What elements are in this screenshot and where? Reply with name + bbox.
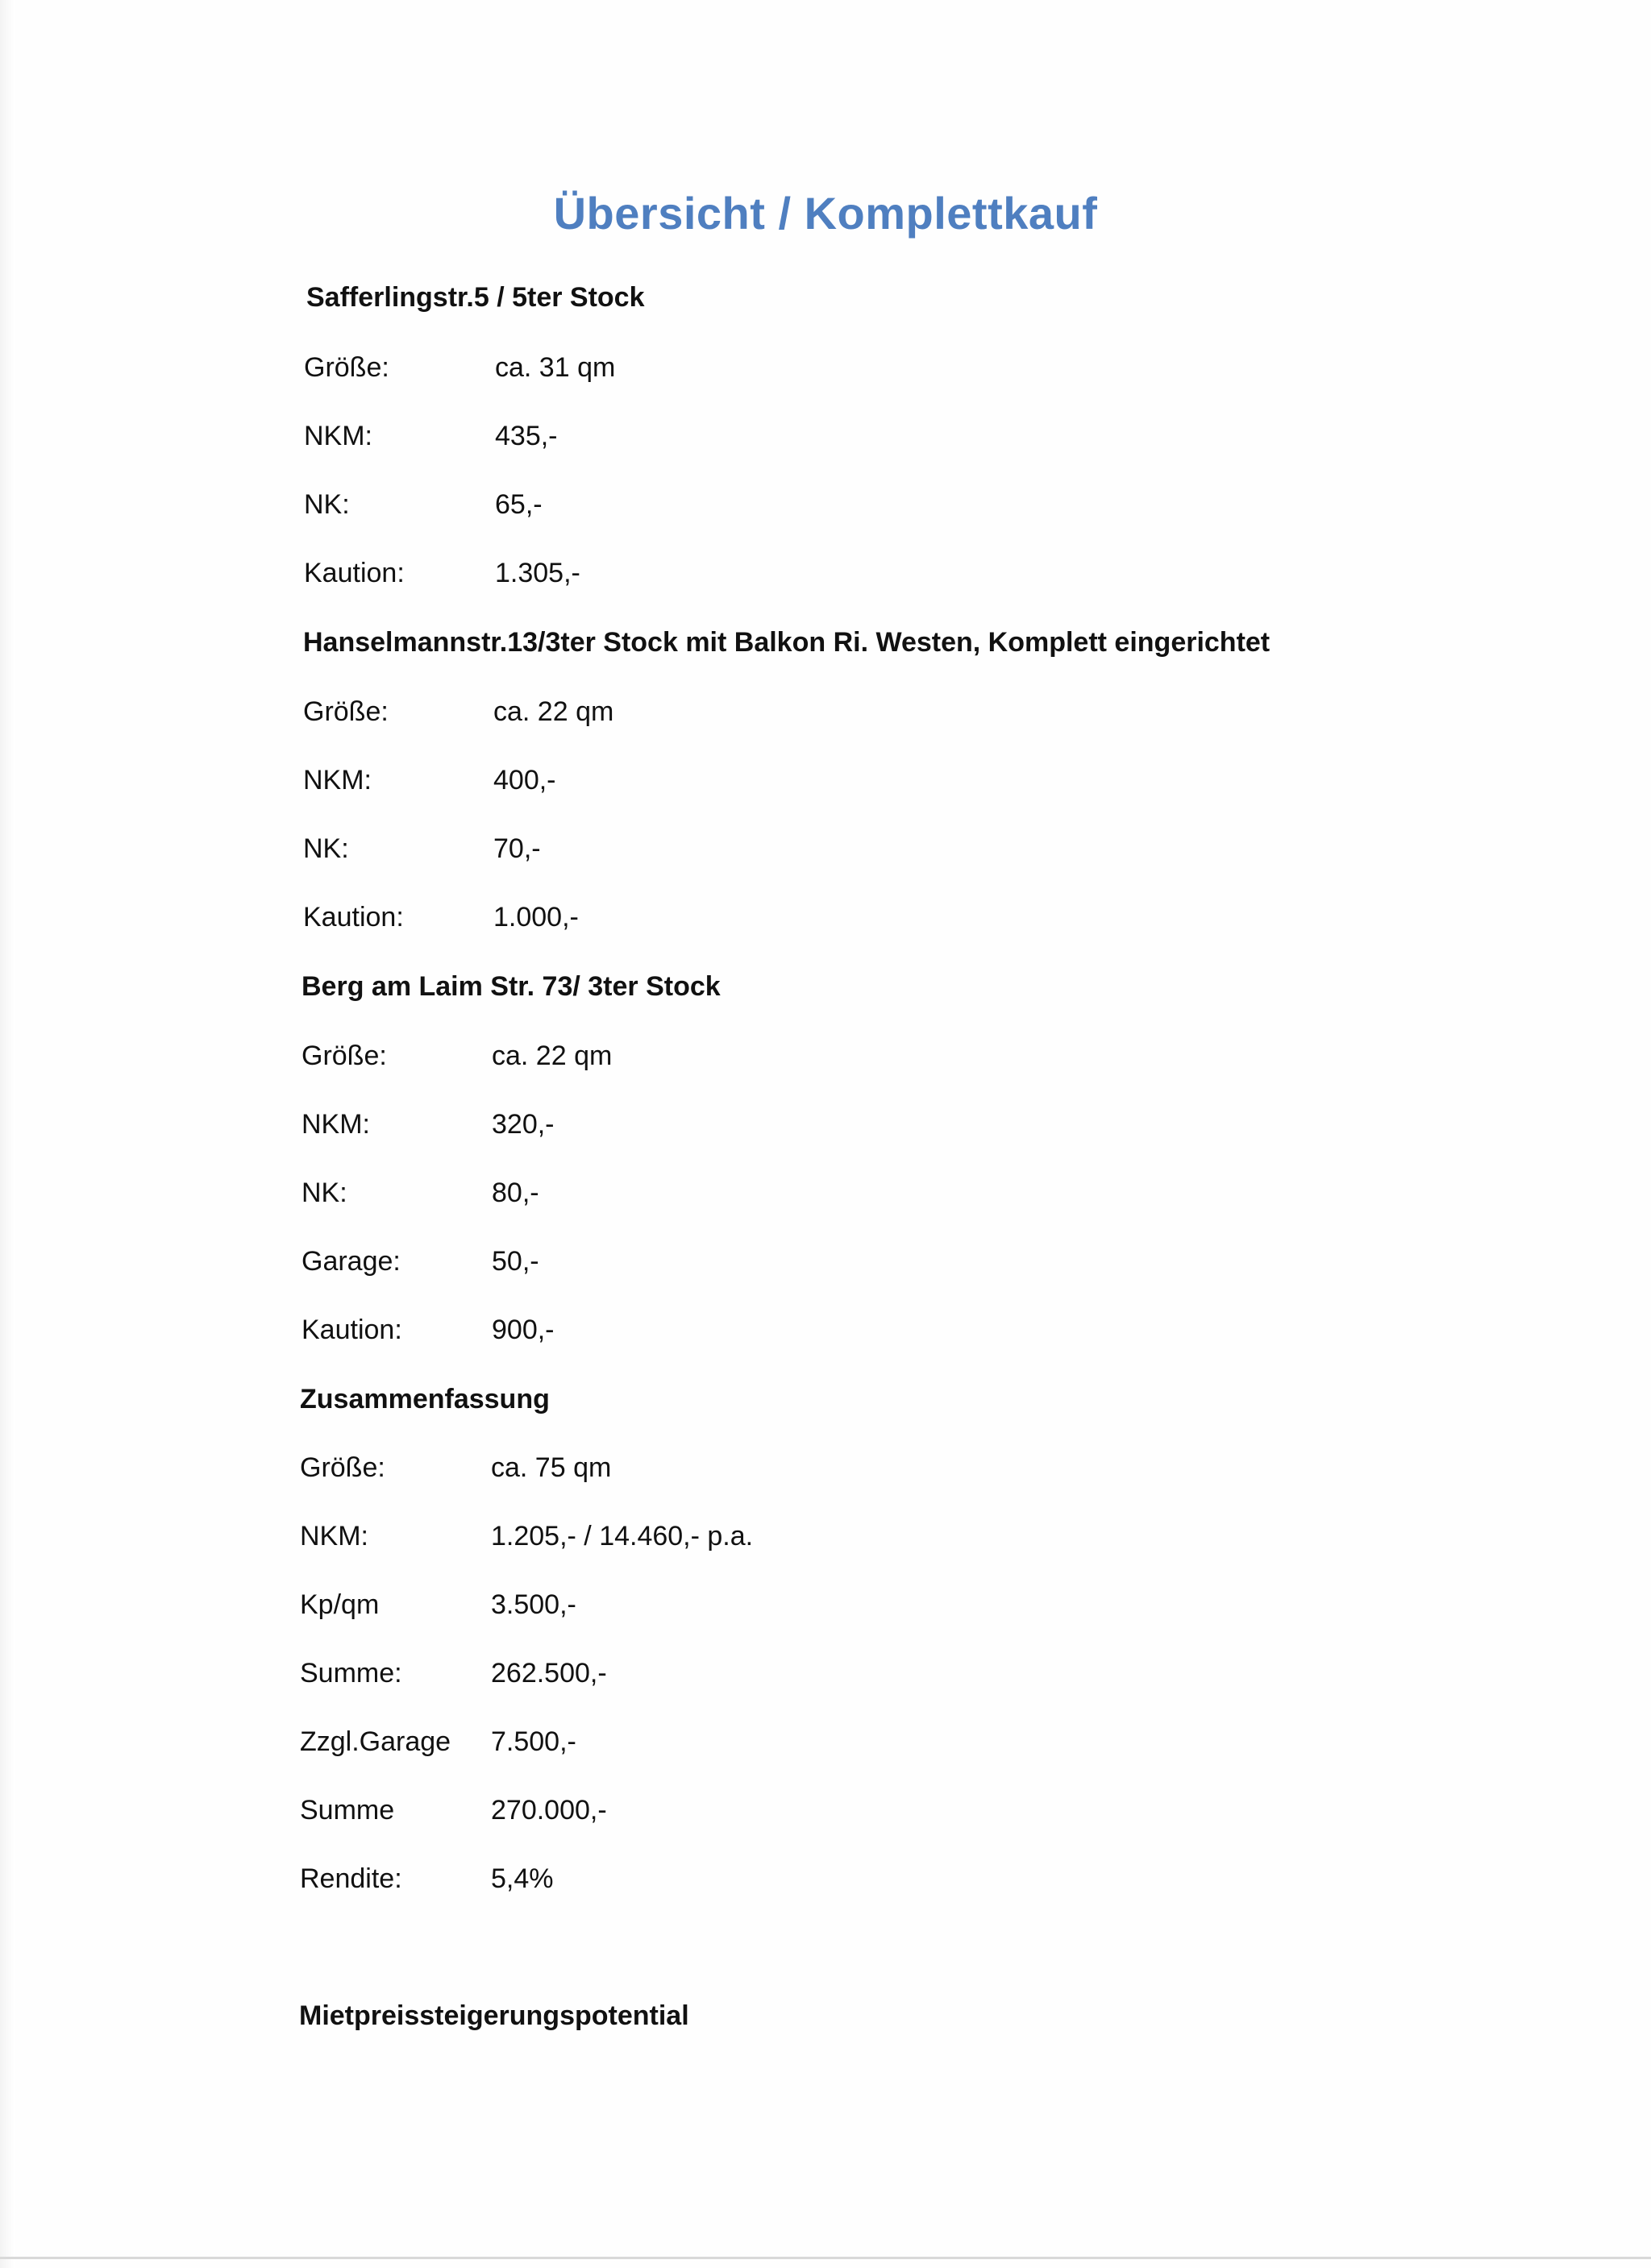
row-value: 65,- <box>495 489 543 520</box>
row-value: 262.500,- <box>491 1658 607 1689</box>
row-value: 400,- <box>493 765 556 795</box>
row-value: 3.500,- <box>491 1589 576 1620</box>
row-label: Summe <box>300 1795 395 1826</box>
row-value: 1.000,- <box>493 902 579 933</box>
row-value: 320,- <box>492 1109 555 1140</box>
page-title: Übersicht / Komplettkauf <box>553 188 1098 239</box>
row-value: 435,- <box>495 421 558 451</box>
row-label: Größe: <box>303 696 389 727</box>
row-value: 5,4% <box>491 1863 554 1894</box>
footer-heading: Mietpreissteigerungspotential <box>299 2000 689 2031</box>
row-value: 1.305,- <box>495 558 580 588</box>
row-value: 900,- <box>492 1315 555 1345</box>
row-label: NK: <box>304 489 350 520</box>
row-value: ca. 31 qm <box>495 352 616 383</box>
row-value: 80,- <box>492 1178 539 1208</box>
row-value: ca. 22 qm <box>492 1041 613 1071</box>
row-label: NKM: <box>304 421 372 451</box>
row-label: Zzgl.Garage <box>300 1726 451 1757</box>
row-label: Rendite: <box>300 1863 402 1894</box>
section-heading-zusammenfassung: Zusammenfassung <box>300 1384 550 1414</box>
row-label: Kaution: <box>304 558 405 588</box>
row-label: NK: <box>303 833 349 864</box>
row-label: NKM: <box>300 1521 368 1551</box>
page-bottom-edge <box>0 2257 1651 2259</box>
row-label: NKM: <box>303 765 372 795</box>
row-label: Garage: <box>302 1246 401 1277</box>
row-value: 70,- <box>493 833 541 864</box>
section-heading-safferlingstr: Safferlingstr.5 / 5ter Stock <box>306 282 645 313</box>
row-label: Kaution: <box>303 902 404 933</box>
row-label: Größe: <box>304 352 389 383</box>
row-value: 7.500,- <box>491 1726 576 1757</box>
row-label: NKM: <box>302 1109 370 1140</box>
row-label: Kp/qm <box>300 1589 380 1620</box>
row-value: ca. 75 qm <box>491 1452 612 1483</box>
section-heading-berg-am-laim: Berg am Laim Str. 73/ 3ter Stock <box>302 971 721 1002</box>
row-label: Summe: <box>300 1658 402 1689</box>
row-label: Größe: <box>302 1041 387 1071</box>
row-value: 50,- <box>492 1246 539 1277</box>
row-value: 1.205,- / 14.460,- p.a. <box>491 1521 754 1551</box>
section-heading-hanselmannstr: Hanselmannstr.13/3ter Stock mit Balkon Ri. Westen, Komplett eingerichtet <box>303 627 1270 658</box>
row-value: 270.000,- <box>491 1795 607 1826</box>
row-label: Kaution: <box>302 1315 402 1345</box>
row-label: Größe: <box>300 1452 385 1483</box>
row-value: ca. 22 qm <box>493 696 614 727</box>
scan-edge <box>0 0 15 2268</box>
row-label: NK: <box>302 1178 347 1208</box>
